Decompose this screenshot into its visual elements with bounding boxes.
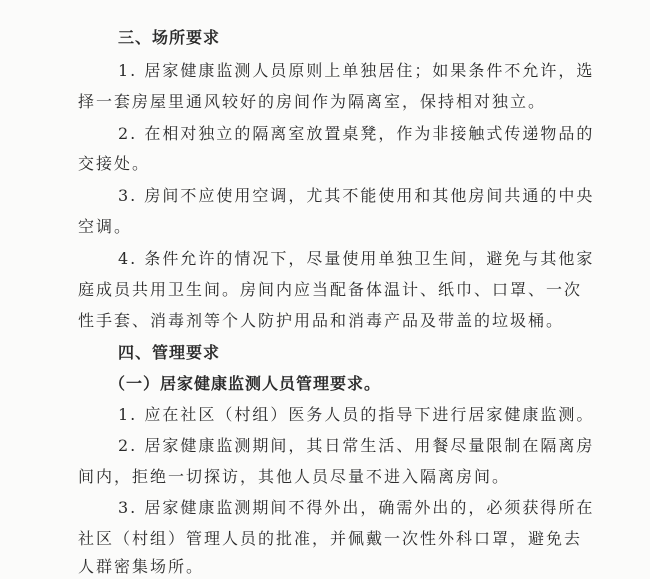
paragraph-line: 空调。	[78, 217, 133, 236]
paragraph-line: 4. 条件允许的情况下，尽量使用单独卫生间，避免与其他家	[118, 249, 595, 268]
paragraph-line: 人群密集场所。	[78, 557, 205, 576]
paragraph-line: 2. 在相对独立的隔离室放置桌凳，作为非接触式传递物品的	[118, 124, 595, 143]
paragraph-line: 性手套、消毒剂等个人防护用品和消毒产品及带盖的垃圾桶。	[78, 311, 565, 330]
paragraph-line: 1. 居家健康监测人员原则上单独居住；如果条件不允许，选	[118, 61, 595, 80]
paragraph-line: 2. 居家健康监测期间，其日常生活、用餐尽量限制在隔离房	[118, 436, 595, 455]
paragraph-line: 庭成员共用卫生间。房间内应当配备体温计、纸巾、口罩、一次	[78, 280, 583, 299]
paragraph-line: 社区（村组）管理人员的批准，并佩戴一次性外科口罩，避免去	[78, 529, 583, 548]
paragraph-line: 1. 应在社区（村组）医务人员的指导下进行居家健康监测。	[118, 405, 595, 424]
paragraph-line: 3. 房间不应使用空调，尤其不能使用和其他房间共通的中央	[118, 186, 595, 205]
section-4-heading: 四、管理要求	[118, 343, 221, 362]
section-3-heading: 三、场所要求	[118, 28, 221, 47]
paragraph-line: 交接处。	[78, 154, 151, 173]
paragraph-line: 3. 居家健康监测期间不得外出，确需外出的，必须获得所在	[118, 498, 595, 517]
subsection-heading: （一）居家健康监测人员管理要求。	[109, 374, 382, 393]
paragraph-line: 择一套房屋里通风较好的房间作为隔离室，保持相对独立。	[78, 92, 547, 111]
paragraph-line: 间内，拒绝一切探访，其他人员尽量不进入隔离房间。	[78, 467, 511, 486]
